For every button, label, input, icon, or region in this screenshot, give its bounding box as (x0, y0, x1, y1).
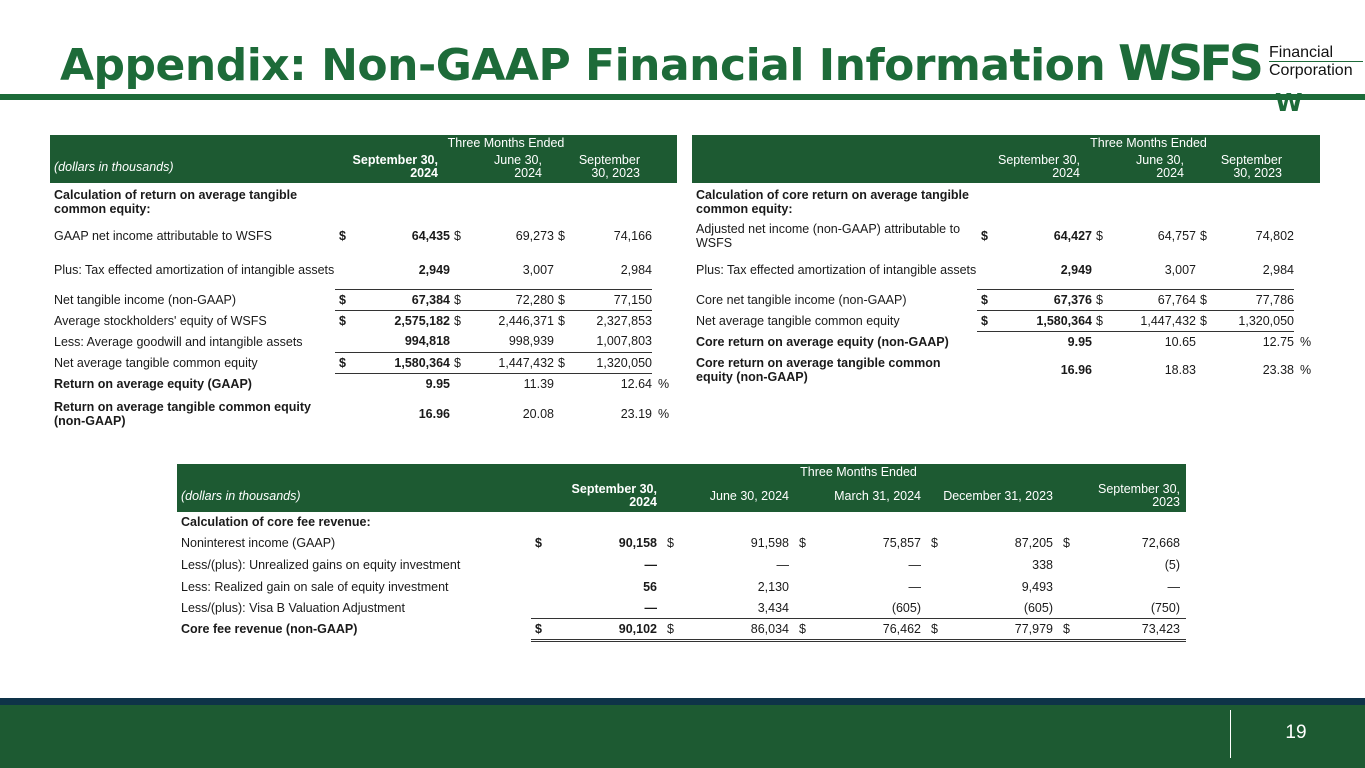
cell-value: 75,857 (882, 536, 921, 550)
table-row (50, 289, 677, 310)
unit-label: (dollars in thousands) (50, 151, 335, 183)
percent-sign: % (658, 407, 670, 421)
table-row (50, 310, 677, 331)
row-label: Less/(plus): Unrealized gains on equity investment (181, 558, 461, 572)
table-row (692, 352, 1320, 388)
page-title: Appendix: Non-GAAP Financial Information (60, 40, 1106, 91)
cell-value: 76,462 (809, 618, 927, 640)
cell-value: 67,384 (349, 289, 450, 310)
cell-value: 12.64 (568, 373, 652, 395)
cell-value: 16.96 (418, 407, 450, 421)
cell-value: 74,166 (613, 229, 652, 243)
dollar-sign: $ (663, 618, 677, 640)
row-label: Core return on average equity (non-GAAP) (696, 334, 949, 349)
rotce-table (50, 135, 677, 433)
col-header: December 31, 2023 (941, 480, 1059, 512)
percent-sign: % (1300, 363, 1312, 377)
core-rotce-table (692, 135, 1320, 388)
cell-value: 72,668 (1141, 536, 1180, 550)
table-row (177, 576, 1186, 598)
cell-value: 64,435 (411, 229, 450, 243)
column-header-row (692, 151, 1320, 183)
section-row (692, 183, 1320, 221)
table-row (50, 331, 677, 352)
cell-value: 77,786 (1210, 289, 1294, 310)
col-header: September 30, 2024 (991, 151, 1092, 183)
dollar-sign: $ (1059, 618, 1073, 640)
dollar-sign: $ (554, 310, 568, 331)
cell-value: 74,802 (1255, 229, 1294, 243)
col-header: June 30, 2024 (677, 480, 795, 512)
cell-value: 2,949 (418, 262, 450, 277)
cell-value: 18.83 (1164, 363, 1196, 377)
section-label: Calculation of core fee revenue: (181, 515, 371, 529)
cell-value: — (644, 558, 657, 572)
page-number: 19 (1285, 722, 1307, 743)
dollar-sign: $ (558, 229, 565, 243)
cell-value: 69,273 (515, 229, 554, 243)
cell-value: 3,007 (522, 262, 554, 277)
cell-value: — (644, 600, 657, 615)
dollar-sign: $ (1063, 536, 1070, 550)
cell-value: 90,158 (618, 536, 657, 550)
dollar-sign: $ (1092, 289, 1106, 310)
cell-value: 91,598 (750, 536, 789, 550)
cell-value: 11.39 (464, 373, 554, 395)
group-header-row (177, 464, 1186, 480)
dollar-sign: $ (450, 289, 464, 310)
cell-value: — (908, 558, 921, 572)
dollar-sign: $ (1096, 229, 1103, 243)
cell-value: 64,757 (1157, 229, 1196, 243)
table-row (50, 373, 677, 395)
cell-value: 2,327,853 (568, 310, 652, 331)
percent-sign: % (1300, 334, 1312, 349)
col-header: June 30, 2024 (1106, 151, 1196, 183)
cell-value: 9.95 (349, 373, 450, 395)
row-label: Return on average tangible common equity (non-GAAP) (54, 400, 311, 428)
group-header: Three Months Ended (531, 464, 1186, 480)
cell-value: — (1167, 580, 1180, 594)
table-row (692, 331, 1320, 352)
footer-accent-bar (0, 698, 1365, 705)
group-header: Three Months Ended (977, 135, 1320, 151)
dollar-sign: $ (450, 352, 464, 373)
dollar-sign: $ (1196, 310, 1210, 331)
logo-w-mark: W (1275, 88, 1303, 117)
table-row (177, 554, 1186, 576)
cell-value: 56 (643, 580, 657, 594)
dollar-sign: $ (454, 229, 461, 243)
table-row (50, 352, 677, 373)
dollar-sign: $ (335, 289, 349, 310)
dollar-sign: $ (531, 618, 545, 640)
cell-value: (750) (1150, 600, 1180, 615)
row-label: Average stockholders' equity of WSFS (54, 313, 267, 328)
table-row (692, 221, 1320, 251)
col-header: September 30, 2023 (1210, 151, 1294, 183)
row-label: Net tangible income (non-GAAP) (54, 292, 237, 307)
cell-value: 2,575,182 (349, 310, 450, 331)
cell-value: 77,150 (568, 289, 652, 310)
cell-value: 67,376 (991, 289, 1092, 310)
group-header-row (692, 135, 1320, 151)
table-row (177, 598, 1186, 618)
cell-value: 9,493 (1021, 580, 1053, 594)
cell-value: 64,427 (1053, 229, 1092, 243)
cell-value: (605) (891, 600, 921, 615)
row-label: Net average tangible common equity (54, 355, 258, 370)
logo-divider (1269, 61, 1363, 62)
row-label: Noninterest income (GAAP) (181, 536, 336, 550)
section-label: Calculation of core return on average tangible common equity: (696, 188, 969, 216)
row-label: Less/(plus): Visa B Valuation Adjustment (181, 601, 405, 615)
dollar-sign: $ (554, 289, 568, 310)
dollar-sign: $ (535, 536, 542, 550)
cell-value: 73,423 (1073, 618, 1186, 640)
section-row (177, 512, 1186, 532)
row-label: Core net tangible income (non-GAAP) (696, 292, 907, 307)
dollar-sign: $ (1092, 310, 1106, 331)
logo-sub-financial: Financial (1269, 44, 1334, 61)
cell-value: (605) (1023, 600, 1053, 615)
row-label: Net average tangible common equity (696, 313, 900, 328)
footer-divider (1230, 710, 1231, 758)
cell-value: 90,102 (545, 618, 663, 640)
cell-value: 77,979 (941, 618, 1059, 640)
cell-value: 10.65 (1106, 331, 1196, 352)
column-header-row (177, 480, 1186, 512)
cell-value: 1,580,364 (991, 310, 1092, 331)
row-label: Less: Realized gain on sale of equity investment (181, 580, 449, 594)
cell-value: 67,764 (1106, 289, 1196, 310)
cell-value: 2,984 (1262, 262, 1294, 277)
cell-value: 338 (1032, 558, 1053, 572)
table-row (692, 310, 1320, 331)
dollar-sign: $ (981, 229, 988, 243)
cell-value: 1,447,432 (464, 352, 554, 373)
row-label: Core return on average tangible common equity (non-GAAP) (696, 356, 941, 384)
table-row (50, 395, 677, 433)
row-label: Adjusted net income (non-GAAP) attributable to WSFS (696, 222, 961, 250)
cell-value: — (776, 558, 789, 572)
header-blank (692, 135, 977, 151)
header-blank (50, 135, 335, 151)
dollar-sign: $ (339, 229, 346, 243)
section-label: Calculation of return on average tangible common equity: (54, 188, 298, 216)
percent-sign: % (658, 377, 670, 391)
cell-value: 2,984 (620, 262, 652, 277)
table-row (177, 532, 1186, 554)
cell-value: 2,130 (757, 580, 789, 594)
header-blank (177, 464, 531, 480)
footer-bar (0, 705, 1365, 768)
dollar-sign: $ (667, 536, 674, 550)
cell-value: 9.95 (991, 331, 1092, 352)
core-fee-revenue-table (177, 464, 1186, 642)
row-label: GAAP net income attributable to WSFS (54, 229, 272, 243)
group-header: Three Months Ended (335, 135, 677, 151)
cell-value: 2,446,371 (464, 310, 554, 331)
cell-value: 20.08 (522, 407, 554, 421)
table-row (692, 251, 1320, 289)
dollar-sign: $ (1196, 289, 1210, 310)
row-label: Less: Average goodwill and intangible assets (54, 334, 303, 349)
dollar-sign: $ (795, 618, 809, 640)
cell-value: 23.38 (1262, 363, 1294, 377)
dollar-sign: $ (554, 352, 568, 373)
col-header: June 30, 2024 (464, 151, 554, 183)
cell-value: 1,580,364 (349, 352, 450, 373)
wsfs-logo (1118, 35, 1358, 120)
cell-value: 12.75 (1210, 331, 1294, 352)
cell-value: — (908, 580, 921, 594)
cell-value: 994,818 (404, 334, 450, 349)
logo-subtitle (1269, 44, 1353, 80)
cell-value: 23.19 (620, 407, 652, 421)
col-header: September 30, 2023 (1073, 480, 1186, 512)
dollar-sign: $ (450, 310, 464, 331)
cell-value: 3,434 (757, 600, 789, 615)
row-label: Core fee revenue (non-GAAP) (181, 622, 358, 636)
dollar-sign: $ (977, 289, 991, 310)
table-row (50, 221, 677, 251)
row-label: Plus: Tax effected amortization of intangible assets (54, 263, 335, 277)
column-header-row (50, 151, 677, 183)
cell-value: 86,034 (677, 618, 795, 640)
cell-value: 1,447,432 (1106, 310, 1196, 331)
dollar-sign: $ (1200, 229, 1207, 243)
table-row (692, 289, 1320, 310)
section-row (50, 183, 677, 221)
cell-value: 2,949 (1060, 262, 1092, 277)
cell-value: 998,939 (508, 334, 554, 349)
dollar-sign: $ (977, 310, 991, 331)
col-header: September 30, 2024 (545, 480, 663, 512)
logo-sub-corporation: Corporation (1269, 62, 1353, 79)
cell-value: 87,205 (1014, 536, 1053, 550)
col-header: September 30, 2023 (568, 151, 652, 183)
cell-value: 1,320,050 (1210, 310, 1294, 331)
group-header-row (50, 135, 677, 151)
unit-label: (dollars in thousands) (177, 480, 531, 512)
cell-value: 1,007,803 (596, 334, 652, 349)
col-header: September 30, 2024 (349, 151, 450, 183)
table-row (50, 251, 677, 289)
logo-wordmark: WSFS (1118, 35, 1261, 92)
dollar-sign: $ (927, 618, 941, 640)
cell-value: 3,007 (1164, 262, 1196, 277)
table-row (177, 618, 1186, 640)
dollar-sign: $ (931, 536, 938, 550)
cell-value: 16.96 (1060, 363, 1092, 377)
row-label: Return on average equity (GAAP) (54, 377, 252, 391)
row-label: Plus: Tax effected amortization of intangible assets (696, 263, 977, 277)
col-header: March 31, 2024 (809, 480, 927, 512)
dollar-sign: $ (335, 310, 349, 331)
cell-value: 72,280 (464, 289, 554, 310)
dollar-sign: $ (335, 352, 349, 373)
cell-value: (5) (1164, 558, 1180, 572)
cell-value: 1,320,050 (568, 352, 652, 373)
dollar-sign: $ (799, 536, 806, 550)
